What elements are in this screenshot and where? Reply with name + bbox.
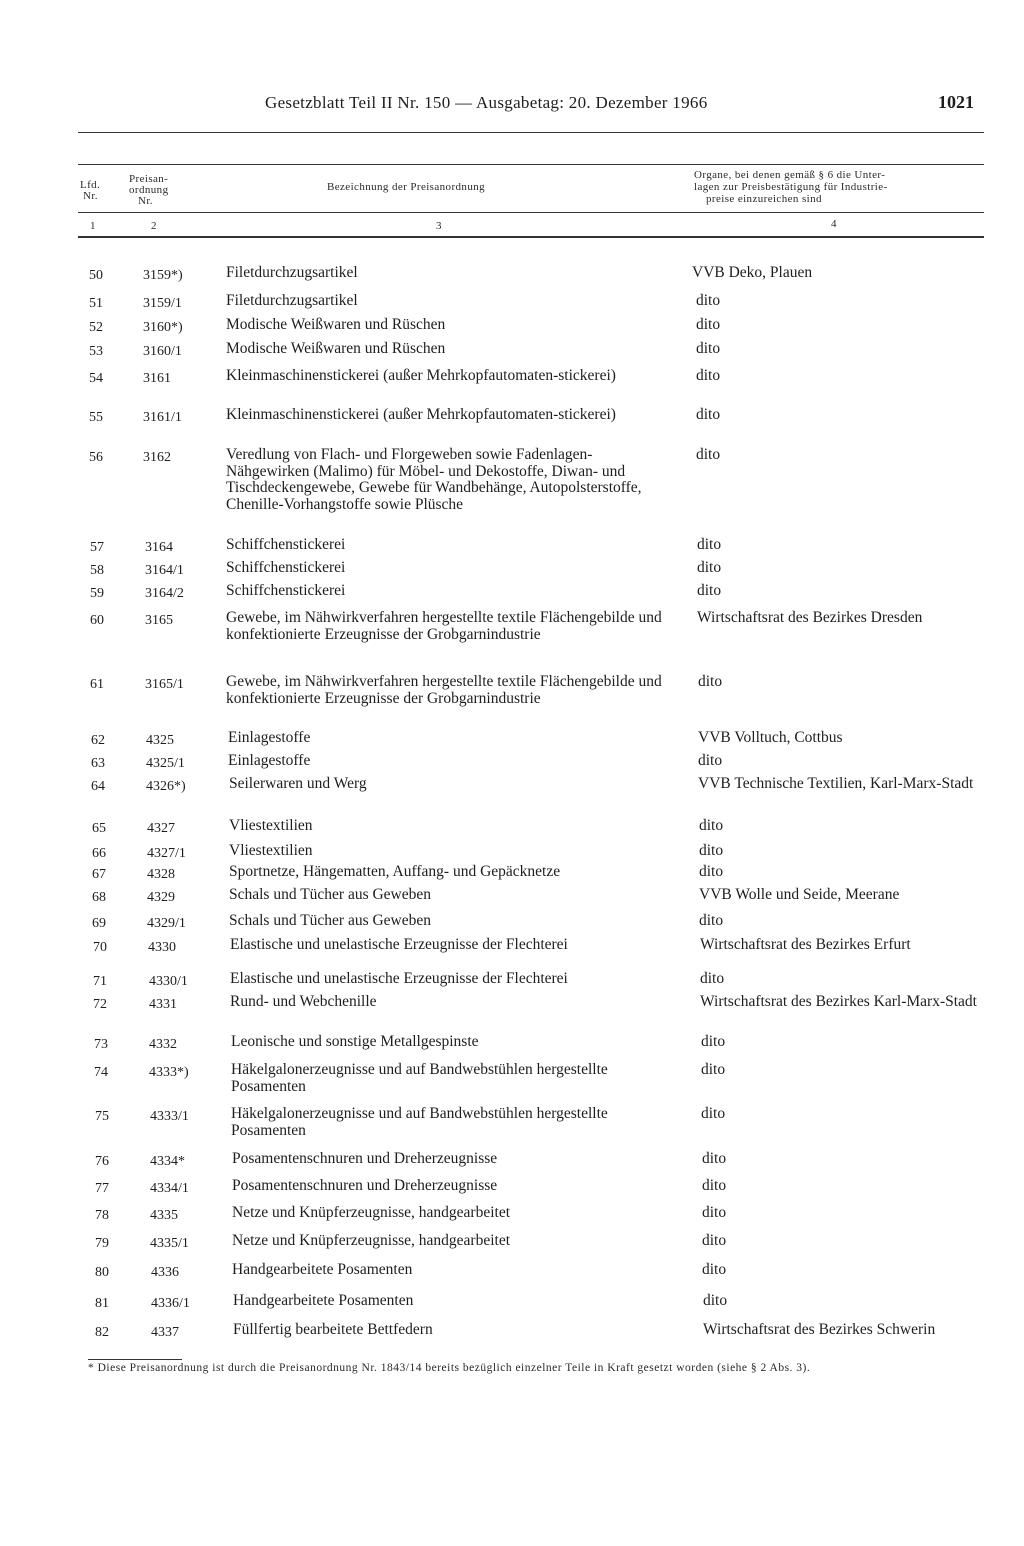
row-description: Leonische und sonstige Metallgespinste	[231, 1033, 479, 1050]
row-price-order-number: 3162	[143, 450, 171, 465]
row-lfd-number: 61	[90, 677, 104, 692]
row-organ: dito	[702, 1204, 727, 1221]
row-organ: dito	[701, 1033, 726, 1050]
col-header-bezeichnung: Bezeichnung der Preisanordnung	[327, 181, 486, 193]
row-organ: dito	[697, 536, 722, 553]
row-description: Modische Weißwaren und Rüschen	[226, 340, 446, 357]
page-number: 1021	[938, 92, 974, 112]
row-description: Filetdurchzugsartikel	[226, 292, 358, 309]
row-organ: dito	[696, 292, 721, 309]
row-description: Netze und Knüpferzeugnisse, handgearbeitet	[232, 1232, 511, 1249]
row-lfd-number: 77	[95, 1181, 109, 1196]
row-organ: Wirtschaftsrat des Bezirkes Karl-Marx-Stadt	[700, 993, 977, 1010]
row-organ: dito	[696, 316, 721, 333]
row-organ: dito	[702, 1150, 727, 1167]
col-header-lfd-line2: Nr.	[83, 190, 98, 202]
row-price-order-number: 4335	[150, 1208, 178, 1223]
row-price-order-number: 4333*)	[149, 1065, 189, 1080]
col-header-organe-line2: lagen zur Preisbestätigung für Industrie-	[694, 181, 888, 193]
row-lfd-number: 52	[89, 320, 103, 335]
row-lfd-number: 54	[89, 371, 103, 386]
row-lfd-number: 67	[92, 867, 106, 882]
row-description: Einlagestoffe	[228, 729, 311, 746]
row-description: Vliestextilien	[229, 817, 313, 834]
row-lfd-number: 55	[89, 410, 103, 425]
row-description: Schals und Tücher aus Geweben	[229, 886, 432, 903]
row-organ: dito	[696, 446, 721, 463]
row-description: Seilerwaren und Werg	[229, 775, 367, 792]
column-number-2: 2	[151, 220, 157, 232]
row-lfd-number: 75	[95, 1109, 109, 1124]
row-price-order-number: 3164/2	[145, 586, 184, 601]
row-description: Netze und Knüpferzeugnisse, handgearbeitet	[232, 1204, 511, 1221]
row-description: Posamentenschnuren und Dreherzeugnisse	[232, 1150, 498, 1167]
row-price-order-number: 4329	[147, 890, 175, 905]
row-price-order-number: 3164	[145, 540, 173, 555]
row-organ: dito	[702, 1177, 727, 1194]
row-lfd-number: 50	[89, 268, 103, 283]
row-price-order-number: 3161	[143, 371, 171, 386]
row-organ: dito	[701, 1061, 726, 1078]
column-number-4: 4	[831, 218, 837, 230]
row-lfd-number: 62	[91, 733, 105, 748]
row-organ: VVB Technische Textilien, Karl-Marx-Stadt	[698, 775, 974, 792]
row-organ: dito	[698, 752, 723, 769]
row-description: Schiffchenstickerei	[226, 582, 346, 599]
row-lfd-number: 60	[90, 613, 104, 628]
row-organ: Wirtschaftsrat des Bezirkes Erfurt	[700, 936, 911, 953]
row-price-order-number: 3165	[145, 613, 173, 628]
row-description: Vliestextilien	[229, 842, 313, 859]
row-lfd-number: 58	[90, 563, 104, 578]
row-price-order-number: 3165/1	[145, 677, 184, 692]
row-price-order-number: 4327	[147, 821, 175, 836]
row-organ: dito	[696, 340, 721, 357]
row-price-order-number: 4334/1	[150, 1181, 189, 1196]
row-price-order-number: 4332	[149, 1037, 177, 1052]
row-organ: VVB Deko, Plauen	[692, 264, 813, 281]
row-price-order-number: 4326*)	[146, 779, 186, 794]
row-description: Schiffchenstickerei	[226, 536, 346, 553]
row-lfd-number: 59	[90, 586, 104, 601]
row-description: Filetdurchzugsartikel	[226, 264, 358, 281]
row-lfd-number: 66	[92, 846, 106, 861]
row-price-order-number: 4329/1	[147, 916, 186, 931]
row-organ: dito	[696, 406, 721, 423]
row-description: Gewebe, im Nähwirkverfahren hergestellte textile Flächengebilde und konfektionierte Erzeugnisse der Grobgarnindustrie	[226, 609, 662, 643]
row-description: Häkelgalonerzeugnisse und auf Bandwebstühlen hergestellte Posamenten	[231, 1061, 608, 1095]
header-rule	[78, 132, 984, 133]
column-number-3: 3	[436, 220, 442, 232]
col-header-pa-line1: Preisan-	[129, 173, 169, 185]
col-header-organe-line3: preise einzureichen sind	[706, 193, 822, 205]
row-description: Posamentenschnuren und Dreherzeugnisse	[232, 1177, 498, 1194]
row-lfd-number: 56	[89, 450, 103, 465]
row-price-order-number: 4331	[149, 997, 177, 1012]
row-price-order-number: 4327/1	[147, 846, 186, 861]
row-organ: dito	[697, 582, 722, 599]
row-price-order-number: 3159*)	[143, 268, 183, 283]
row-price-order-number: 3161/1	[143, 410, 182, 425]
row-lfd-number: 81	[95, 1296, 109, 1311]
row-description: Handgearbeitete Posamenten	[232, 1261, 413, 1278]
row-organ: dito	[699, 863, 724, 880]
row-price-order-number: 4325	[146, 733, 174, 748]
row-organ: dito	[702, 1261, 727, 1278]
header-middle-rule	[78, 212, 984, 213]
row-organ: Wirtschaftsrat des Bezirkes Dresden	[697, 609, 923, 626]
row-price-order-number: 3164/1	[145, 563, 184, 578]
row-description: Modische Weißwaren und Rüschen	[226, 316, 446, 333]
row-description: Gewebe, im Nähwirkverfahren hergestellte textile Flächengebilde und konfektionierte Erzeugnisse der Grobgarnindustrie	[226, 673, 662, 707]
row-lfd-number: 70	[93, 940, 107, 955]
row-description: Elastische und unelastische Erzeugnisse der Flechterei	[230, 970, 568, 987]
row-organ: dito	[702, 1232, 727, 1249]
col-header-lfd-line1: Lfd.	[80, 179, 101, 191]
row-description: Kleinmaschinenstickerei (außer Mehrkopfautomaten-stickerei)	[226, 367, 616, 384]
row-lfd-number: 79	[95, 1236, 109, 1251]
row-organ: VVB Volltuch, Cottbus	[698, 729, 843, 746]
row-price-order-number: 4335/1	[150, 1236, 189, 1251]
row-price-order-number: 3160/1	[143, 344, 182, 359]
row-description: Einlagestoffe	[228, 752, 311, 769]
row-description: Kleinmaschinenstickerei (außer Mehrkopfautomaten-stickerei)	[226, 406, 616, 423]
row-organ: dito	[697, 559, 722, 576]
row-price-order-number: 4330	[148, 940, 176, 955]
row-organ: dito	[698, 673, 723, 690]
row-lfd-number: 74	[94, 1065, 108, 1080]
row-organ: dito	[701, 1105, 726, 1122]
row-lfd-number: 82	[95, 1325, 109, 1340]
row-price-order-number: 4328	[147, 867, 175, 882]
row-price-order-number: 4333/1	[150, 1109, 189, 1124]
row-organ: dito	[703, 1292, 728, 1309]
row-price-order-number: 4325/1	[146, 756, 185, 771]
page-header-title: Gesetzblatt Teil II Nr. 150 — Ausgabetag: 20. Dezember 1966	[265, 93, 708, 112]
row-lfd-number: 80	[95, 1265, 109, 1280]
row-organ: Wirtschaftsrat des Bezirkes Schwerin	[703, 1321, 936, 1338]
column-number-1: 1	[90, 220, 96, 232]
table-top-rule	[78, 164, 984, 165]
row-price-order-number: 4334*	[150, 1154, 185, 1169]
row-description: Sportnetze, Hängematten, Auffang- und Gepäcknetze	[229, 863, 561, 880]
row-description: Schals und Tücher aus Geweben	[229, 912, 432, 929]
row-lfd-number: 69	[92, 916, 106, 931]
row-organ: dito	[696, 367, 721, 384]
header-bottom-rule	[78, 236, 984, 238]
footnote: * Diese Preisanordnung ist durch die Preisanordnung Nr. 1843/14 bereits bezüglich einzelner Teile in Kraft gesetzt worden (siehe § 2 Abs. 3).	[88, 1362, 811, 1374]
row-lfd-number: 68	[92, 890, 106, 905]
col-header-pa-line2: ordnung	[129, 184, 169, 196]
row-lfd-number: 63	[91, 756, 105, 771]
row-price-order-number: 4330/1	[149, 974, 188, 989]
row-description: Handgearbeitete Posamenten	[233, 1292, 414, 1309]
row-price-order-number: 3159/1	[143, 296, 182, 311]
row-price-order-number: 4336	[151, 1265, 179, 1280]
row-lfd-number: 76	[95, 1154, 109, 1169]
row-price-order-number: 4336/1	[151, 1296, 190, 1311]
row-organ: VVB Wolle und Seide, Meerane	[699, 886, 900, 903]
row-organ: dito	[699, 817, 724, 834]
row-lfd-number: 78	[95, 1208, 109, 1223]
row-price-order-number: 4337	[151, 1325, 179, 1340]
row-description: Veredlung von Flach- und Florgeweben sowie Fadenlagen-Nähgewirken (Malimo) für Möbel- und Dekostoffe, Diwan- und Tischdeckengewebe, Gewebe für Wandbehänge, Autopolsterstoffe, Chenille-Vorhangstoffe sowie Plüsche	[226, 446, 642, 513]
row-lfd-number: 73	[94, 1037, 108, 1052]
row-lfd-number: 57	[90, 540, 104, 555]
row-lfd-number: 72	[93, 997, 107, 1012]
row-description: Rund- und Webchenille	[230, 993, 377, 1010]
row-lfd-number: 65	[92, 821, 106, 836]
col-header-organe-line1: Organe, bei denen gemäß § 6 die Unter-	[694, 169, 886, 181]
row-description: Elastische und unelastische Erzeugnisse der Flechterei	[230, 936, 568, 953]
row-lfd-number: 64	[91, 779, 105, 794]
row-lfd-number: 51	[89, 296, 103, 311]
row-lfd-number: 53	[89, 344, 103, 359]
row-description: Häkelgalonerzeugnisse und auf Bandwebstühlen hergestellte Posamenten	[231, 1105, 608, 1139]
row-organ: dito	[699, 842, 724, 859]
row-description: Füllfertig bearbeitete Bettfedern	[233, 1321, 433, 1338]
row-organ: dito	[700, 970, 725, 987]
row-organ: dito	[699, 912, 724, 929]
footnote-rule	[88, 1359, 182, 1360]
row-price-order-number: 3160*)	[143, 320, 183, 335]
col-header-pa-line3: Nr.	[138, 195, 153, 207]
row-description: Schiffchenstickerei	[226, 559, 346, 576]
row-lfd-number: 71	[93, 974, 107, 989]
